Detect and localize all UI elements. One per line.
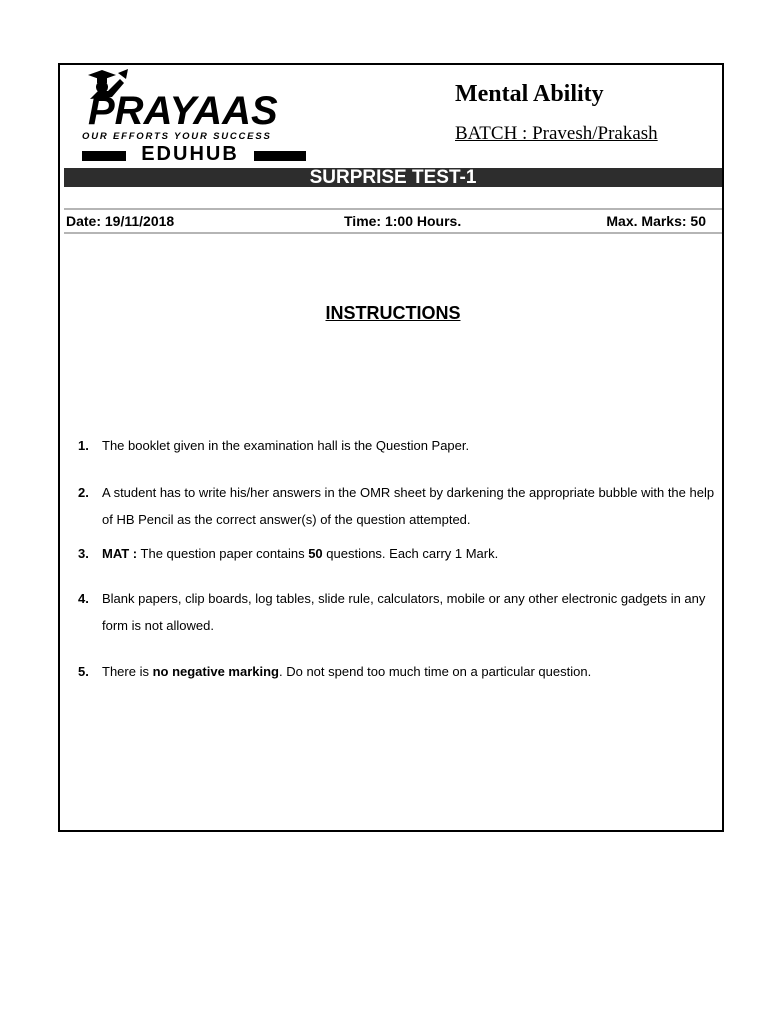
no-negative-marking: no negative marking bbox=[152, 664, 279, 679]
instruction-text bbox=[102, 658, 722, 685]
exam-max-marks: Max. Marks: 50 bbox=[606, 213, 706, 229]
batch-label: BATCH : Pravesh/Prakash bbox=[455, 123, 658, 144]
instruction-lead: MAT : bbox=[102, 546, 138, 561]
instruction-text: Blank papers, clip boards, log tables, slide rule, calculators, mobile or any other electronic gadgets in any form is not allowed. bbox=[102, 591, 706, 633]
instruction-text-part: The question paper contains bbox=[137, 546, 309, 561]
logo-bar-right bbox=[254, 151, 306, 161]
instruction-number: 2. bbox=[78, 485, 89, 500]
instruction-number: 1. bbox=[78, 438, 89, 453]
exam-info-row bbox=[66, 213, 706, 231]
instruction-number: 3. bbox=[78, 546, 89, 561]
prayaas-logo bbox=[68, 69, 304, 165]
instruction-text-part: . Do not spend too much time on a particular question. bbox=[279, 664, 592, 679]
question-count: 50 bbox=[308, 546, 323, 561]
divider-top bbox=[64, 208, 722, 210]
exam-date: Date: 19/11/2018 bbox=[66, 213, 175, 229]
test-title-bar bbox=[64, 168, 722, 187]
instruction-number: 4. bbox=[78, 591, 89, 606]
instruction-text bbox=[102, 540, 722, 567]
instruction-text-part: There is bbox=[102, 664, 153, 679]
logo-eduhub-band bbox=[82, 145, 306, 163]
divider-bottom bbox=[64, 232, 722, 234]
instruction-number: 5. bbox=[78, 664, 89, 679]
subject-title: Mental Ability bbox=[455, 81, 604, 107]
logo-tagline: OUR EFFORTS YOUR SUCCESS bbox=[82, 131, 272, 142]
document-frame bbox=[58, 63, 724, 832]
test-title: SURPRISE TEST-1 bbox=[309, 167, 477, 188]
instruction-text: A student has to write his/her answers in the OMR sheet by darkening the appropriate bubble with the help of HB Pencil as the correct answer(s) of the question attempted. bbox=[102, 485, 715, 527]
logo-eduhub: EDUHUB bbox=[141, 143, 239, 165]
exam-duration: Time: 1:00 Hours. bbox=[344, 213, 462, 229]
logo-wordmark: PRAYAAS bbox=[88, 89, 278, 133]
instruction-text-part: questions. Each carry 1 Mark. bbox=[322, 546, 499, 561]
instructions-heading: INSTRUCTIONS bbox=[325, 303, 461, 323]
instruction-text: The booklet given in the examination hall is the Question Paper. bbox=[102, 438, 470, 453]
logo-bar-left bbox=[82, 151, 126, 161]
